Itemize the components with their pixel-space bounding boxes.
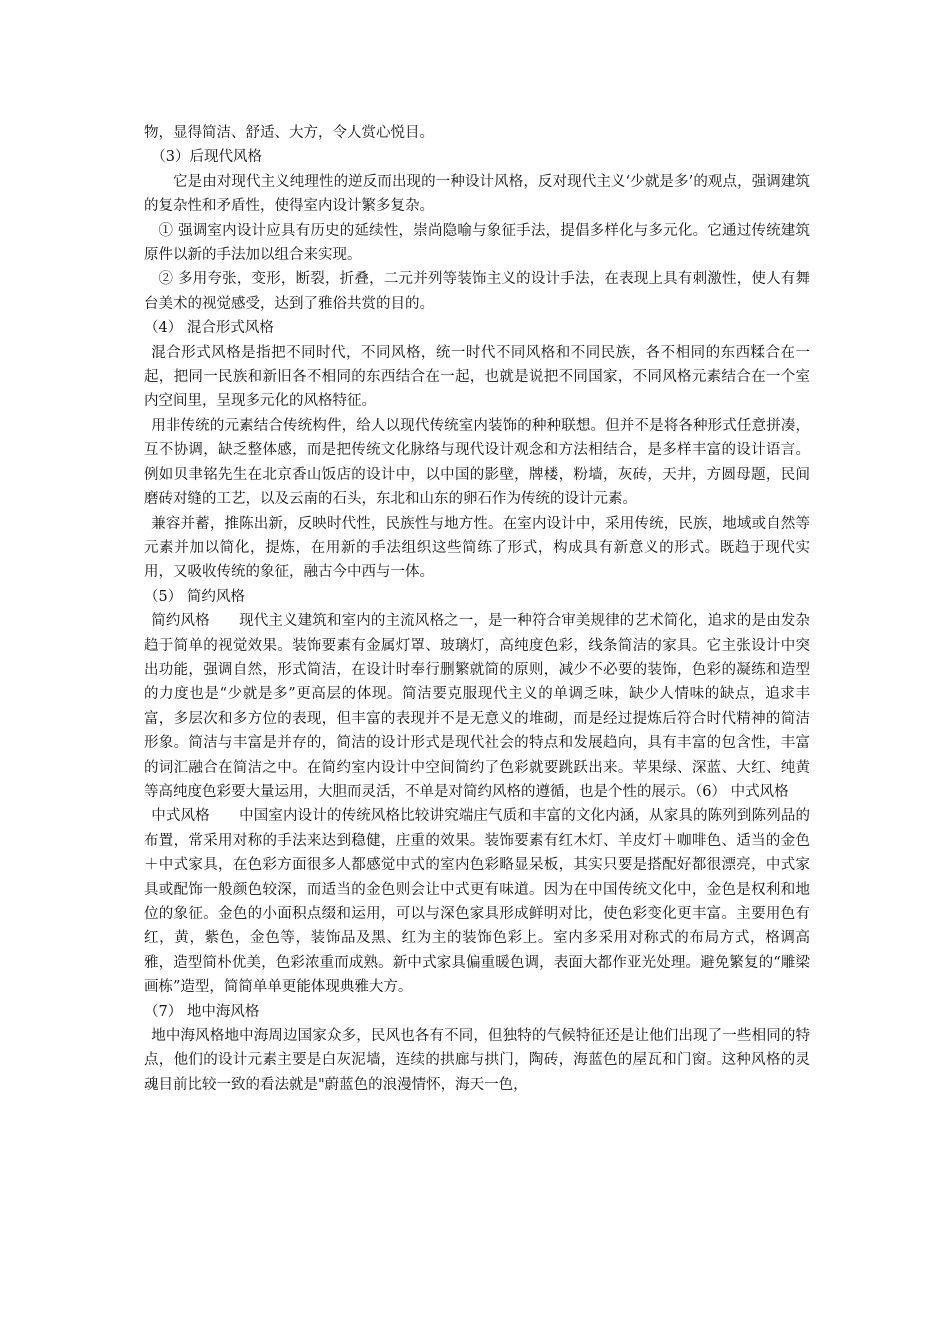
paragraph-minimalist: 简约风格 现代主义建筑和室内的主流风格之一，是一种符合审美规律的艺术简化，追求的是由发杂趋于简单的视觉效果。装饰要素有金属灯罩、玻璃灯，高纯度色彩，线条简洁的家具。它主张设计中突出功能，强调自然，形式简洁，在设计时奉行删繁就简的原则，减少不必要的装饰，色彩的凝练和造型的力度也是“少就是多”更高层的体现。简洁要克服现代主义的单调乏味，缺少人情味的缺点，追求丰富，多层次和多方位的表现，但丰富的表现并不是无意义的堆砌，而是经过提炼后符合时代精神的简洁形象。简洁与丰富是并存的，简洁的设计形式是现代社会的特点和发展趋向，具有丰富的包含性，丰富的词汇融合在简洁之中。在简约室内设计中空间简约了色彩就要跳跃出来。苹果绿、深蓝、大红、纯黄等高纯度色彩要大量运用，大胆而灵活，不单是对简约风格的遵循，也是个性的展示。（6） 中式风格: [144, 613, 810, 800]
document-body: [144, 121, 810, 1097]
paragraph-continuation: 物，显得简洁、舒适、大方，令人赏心悦目。: [144, 125, 434, 141]
paragraph-mixed-elements: 用非传统的元素结合传统构件，给人以现代传统室内装饰的种种联想。但并不是将各种形式任意拼凑，互不协调，缺乏整体感，而是把传统文化脉络与现代设计观念和方法相结合，是多样丰富的设计语言。例如贝聿铭先生在北京香山饭店的设计中，以中国的影壁，牌楼，粉墙，灰砖，天井，方圆母题，民间磨砖对缝的工艺，以及云南的石头，东北和山东的卵石作为传统的设计元素。: [144, 417, 810, 508]
paragraph-mixed-summary: 兼容并蓄，推陈出新，反映时代性，民族性与地方性。在室内设计中，采用传统，民族，地域或自然等元素并加以简化，提炼，在用新的手法组织这些简练了形式，构成具有新意义的形式。既趋于现代实用，又吸收传统的象征，融古今中西与一体。: [144, 515, 810, 581]
heading-mixed-style: （4） 混合形式风格: [144, 320, 274, 337]
paragraph-postmodern-point-1: ① 强调室内设计应具有历史的延续性，崇尚隐喻与象征手法，提倡多样化与多元化。它通过传统建筑原件以新的手法加以组合来实现。: [144, 222, 810, 264]
paragraph-postmodern-point-2: ② 多用夸张，变形，断裂，折叠，二元并列等装饰主义的设计手法，在表现上具有刺激性，使人有舞台美术的视觉感受，达到了雅俗共赏的目的。: [144, 271, 810, 312]
heading-mediterranean-style: （7） 地中海风格: [144, 1003, 260, 1020]
paragraph-mediterranean: 地中海风格地中海周边国家众多，民风也各有不同，但独特的气候特征还是让他们出现了一些相同的特点，他们的设计元素主要是白灰泥墙，连续的拱廊与拱门，陶砖，海蓝色的屋瓦和门窗。这种风格的灵魂目前比较一致的看法就是"蔚蓝色的浪漫情怀，海天一色，: [144, 1028, 810, 1093]
heading-postmodern-style: （3）后现代风格: [151, 149, 262, 166]
paragraph-postmodern-intro: 它是由对现代主义纯理性的逆反而出现的一种设计风格，反对现代主义‘少就是多’的观点，强调建筑的复杂性和矛盾性，使得室内设计繁多复杂。: [144, 173, 810, 215]
paragraph-mixed-intro: 混合形式风格是指把不同时代，不同风格，统一时代不同风格和不同民族，各不相同的东西糅合在一起，把同一民族和新旧各不相同的东西结合在一起，也就是说把不同国家，不同风格元素结合在一个室内空间里，呈现多元化的风格特征。: [144, 344, 810, 410]
paragraph-chinese-style: 中式风格 中国室内设计的传统风格比较讲究端庄气质和丰富的文化内涵，从家具的陈列到陈列品的布置，常采用对称的手法来达到稳健，庄重的效果。装饰要素有红木灯、羊皮灯＋咖啡色、适当的金色＋中式家具，在色彩方面很多人都感觉中式的室内色彩略显呆板，其实只要是搭配好都很漂亮，中式家具或配饰一般颜色较深，而适当的金色则会让中式更有味道。因为在中国传统文化中，金色是权利和地位的象征。金色的小面积点缀和运用，可以与深色家具形成鲜明对比，使色彩变化更丰富。主要用色有红，黄，紫色，金色等，装饰品及黑、红为主的装饰色彩上。室内多采用对称式的布局方式，格调高雅，造型简朴优美，色彩浓重而成熟。新中式家具偏重暖色调，表面大都作亚光处理。避免繁复的“雕梁画栋”造型，简简单单更能体现典雅大方。: [144, 808, 810, 996]
heading-minimalist-style: （5） 简约风格: [144, 588, 245, 605]
